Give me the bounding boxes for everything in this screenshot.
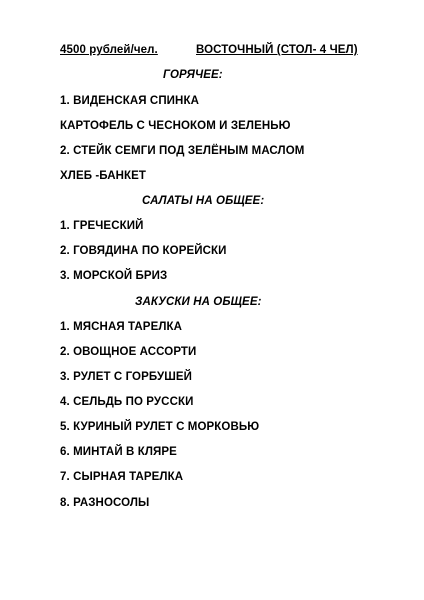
list-item: 2. ГОВЯДИНА ПО КОРЕЙСКИ	[60, 245, 227, 257]
list-item: 2. СТЕЙК СЕМГИ ПОД ЗЕЛЁНЫМ МАСЛОМ	[60, 145, 305, 157]
list-item: 3. РУЛЕТ С ГОРБУШЕЙ	[60, 371, 192, 383]
price-per-person: 4500 рублей/чел.	[60, 44, 158, 56]
list-item: 1. ВИДЕНСКАЯ СПИНКА	[60, 95, 199, 107]
list-item: 1. ГРЕЧЕСКИЙ	[60, 220, 144, 232]
list-item: 2. ОВОЩНОЕ АССОРТИ	[60, 346, 197, 358]
section-title-appetizers: ЗАКУСКИ НА ОБЩЕЕ:	[135, 296, 262, 308]
list-item: 7. СЫРНАЯ ТАРЕЛКА	[60, 471, 184, 483]
list-item: 5. КУРИНЫЙ РУЛЕТ С МОРКОВЬЮ	[60, 421, 260, 433]
section-title-salads: САЛАТЫ НА ОБЩЕЕ:	[142, 195, 265, 207]
list-item: КАРТОФЕЛЬ С ЧЕСНОКОМ И ЗЕЛЕНЬЮ	[60, 120, 291, 132]
menu-title: ВОСТОЧНЫЙ (СТОЛ- 4 ЧЕЛ)	[196, 44, 358, 56]
list-item: 3. МОРСКОЙ БРИЗ	[60, 270, 168, 282]
list-item: 4. СЕЛЬДЬ ПО РУССКИ	[60, 396, 194, 408]
list-item: 6. МИНТАЙ В КЛЯРЕ	[60, 446, 177, 458]
list-item: 1. МЯСНАЯ ТАРЕЛКА	[60, 321, 183, 333]
list-item: ХЛЕБ -БАНКЕТ	[60, 170, 147, 182]
section-title-hot: ГОРЯЧЕЕ:	[163, 69, 223, 81]
list-item: 8. РАЗНОСОЛЫ	[60, 497, 150, 509]
